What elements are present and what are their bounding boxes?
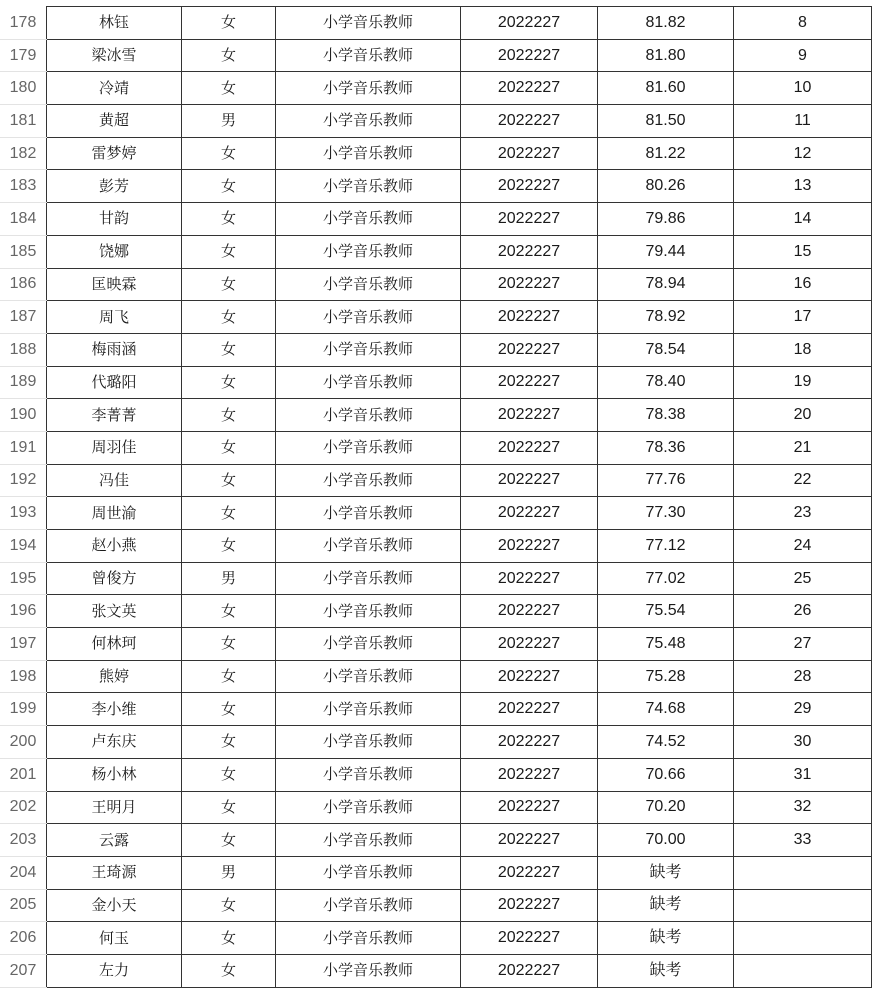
name-cell[interactable]: 代璐阳	[47, 366, 182, 399]
rank-cell[interactable]: 30	[734, 726, 872, 759]
row-number-cell[interactable]: 183	[0, 170, 47, 203]
sex-cell[interactable]: 女	[182, 595, 276, 628]
table-row	[0, 595, 872, 628]
score-cell[interactable]: 78.38	[598, 399, 734, 432]
sex-cell[interactable]: 女	[182, 922, 276, 955]
code-cell[interactable]: 2022227	[461, 399, 598, 432]
name-cell[interactable]: 饶娜	[47, 235, 182, 268]
row-number-cell[interactable]: 198	[0, 660, 47, 693]
position-cell[interactable]: 小学音乐教师	[276, 758, 461, 791]
score-cell[interactable]: 77.76	[598, 464, 734, 497]
score-cell[interactable]: 70.20	[598, 791, 734, 824]
rank-cell[interactable]: 19	[734, 366, 872, 399]
score-cell[interactable]: 78.94	[598, 268, 734, 301]
row-number-cell[interactable]: 191	[0, 431, 47, 464]
sex-cell[interactable]: 女	[182, 693, 276, 726]
score-cell[interactable]: 缺考	[598, 856, 734, 889]
score-cell[interactable]: 缺考	[598, 889, 734, 922]
score-cell[interactable]: 79.86	[598, 203, 734, 236]
table-row	[0, 856, 872, 889]
position-cell[interactable]: 小学音乐教师	[276, 595, 461, 628]
table-row	[0, 628, 872, 661]
code-cell[interactable]: 2022227	[461, 137, 598, 170]
name-cell[interactable]: 左力	[47, 954, 182, 987]
name-cell[interactable]: 何玉	[47, 922, 182, 955]
table-row	[0, 39, 872, 72]
position-cell[interactable]: 小学音乐教师	[276, 203, 461, 236]
score-cell[interactable]: 75.54	[598, 595, 734, 628]
name-cell[interactable]: 张文英	[47, 595, 182, 628]
rank-cell[interactable]: 22	[734, 464, 872, 497]
table-row	[0, 170, 872, 203]
code-cell[interactable]: 2022227	[461, 824, 598, 857]
position-cell[interactable]: 小学音乐教师	[276, 301, 461, 334]
name-cell[interactable]: 周世渝	[47, 497, 182, 530]
position-cell[interactable]: 小学音乐教师	[276, 7, 461, 40]
position-cell[interactable]: 小学音乐教师	[276, 660, 461, 693]
table-row	[0, 399, 872, 432]
rank-cell[interactable]: 14	[734, 203, 872, 236]
sex-cell[interactable]: 女	[182, 431, 276, 464]
table-row	[0, 72, 872, 105]
score-cell[interactable]: 78.40	[598, 366, 734, 399]
row-number-cell[interactable]: 179	[0, 39, 47, 72]
row-number-cell[interactable]: 187	[0, 301, 47, 334]
name-cell[interactable]: 何林珂	[47, 628, 182, 661]
sex-cell[interactable]: 女	[182, 399, 276, 432]
score-cell[interactable]: 75.28	[598, 660, 734, 693]
code-cell[interactable]: 2022227	[461, 726, 598, 759]
score-cell[interactable]: 74.52	[598, 726, 734, 759]
rank-cell[interactable]: 33	[734, 824, 872, 857]
row-number-cell[interactable]: 185	[0, 235, 47, 268]
sex-cell[interactable]: 男	[182, 856, 276, 889]
score-cell[interactable]: 80.26	[598, 170, 734, 203]
score-cell[interactable]: 81.22	[598, 137, 734, 170]
table-row	[0, 7, 872, 40]
sex-cell[interactable]: 女	[182, 726, 276, 759]
table-row	[0, 693, 872, 726]
sex-cell[interactable]: 女	[182, 497, 276, 530]
row-number-cell[interactable]: 181	[0, 105, 47, 138]
table-row	[0, 366, 872, 399]
rank-cell[interactable]: 25	[734, 562, 872, 595]
position-cell[interactable]: 小学音乐教师	[276, 235, 461, 268]
sex-cell[interactable]: 女	[182, 628, 276, 661]
table-row	[0, 922, 872, 955]
sex-cell[interactable]: 女	[182, 954, 276, 987]
code-cell[interactable]: 2022227	[461, 268, 598, 301]
score-cell[interactable]: 77.02	[598, 562, 734, 595]
row-number-cell[interactable]: 178	[0, 7, 47, 40]
row-number-cell[interactable]: 207	[0, 954, 47, 987]
code-cell[interactable]: 2022227	[461, 497, 598, 530]
code-cell[interactable]: 2022227	[461, 170, 598, 203]
position-cell[interactable]: 小学音乐教师	[276, 922, 461, 955]
row-number-cell[interactable]: 202	[0, 791, 47, 824]
sex-cell[interactable]: 女	[182, 660, 276, 693]
row-number-cell[interactable]: 199	[0, 693, 47, 726]
rank-cell[interactable]: 27	[734, 628, 872, 661]
rank-cell[interactable]: 8	[734, 7, 872, 40]
row-number-cell[interactable]: 193	[0, 497, 47, 530]
row-number-cell[interactable]: 197	[0, 628, 47, 661]
position-cell[interactable]: 小学音乐教师	[276, 464, 461, 497]
sex-cell[interactable]: 女	[182, 824, 276, 857]
code-cell[interactable]: 2022227	[461, 235, 598, 268]
code-cell[interactable]: 2022227	[461, 595, 598, 628]
sex-cell[interactable]: 女	[182, 72, 276, 105]
score-cell[interactable]: 78.36	[598, 431, 734, 464]
name-cell[interactable]: 曾俊方	[47, 562, 182, 595]
rank-cell[interactable]: 26	[734, 595, 872, 628]
code-cell[interactable]: 2022227	[461, 530, 598, 563]
rank-cell[interactable]: 23	[734, 497, 872, 530]
table-row	[0, 203, 872, 236]
sex-cell[interactable]: 女	[182, 7, 276, 40]
row-number-cell[interactable]: 205	[0, 889, 47, 922]
code-cell[interactable]: 2022227	[461, 791, 598, 824]
table-row	[0, 464, 872, 497]
code-cell[interactable]: 2022227	[461, 431, 598, 464]
rank-cell[interactable]	[734, 889, 872, 922]
sheet-top-edge	[47, 0, 873, 6]
position-cell[interactable]: 小学音乐教师	[276, 530, 461, 563]
position-cell[interactable]: 小学音乐教师	[276, 791, 461, 824]
rank-cell[interactable]: 24	[734, 530, 872, 563]
name-cell[interactable]: 冯佳	[47, 464, 182, 497]
row-number-cell[interactable]: 201	[0, 758, 47, 791]
sex-cell[interactable]: 女	[182, 333, 276, 366]
name-cell[interactable]: 黄超	[47, 105, 182, 138]
position-cell[interactable]: 小学音乐教师	[276, 72, 461, 105]
table-row	[0, 660, 872, 693]
score-cell[interactable]: 78.54	[598, 333, 734, 366]
rank-cell[interactable]: 12	[734, 137, 872, 170]
code-cell[interactable]: 2022227	[461, 203, 598, 236]
code-cell[interactable]: 2022227	[461, 464, 598, 497]
table-row	[0, 105, 872, 138]
name-cell[interactable]: 雷梦婷	[47, 137, 182, 170]
code-cell[interactable]: 2022227	[461, 889, 598, 922]
position-cell[interactable]: 小学音乐教师	[276, 889, 461, 922]
position-cell[interactable]: 小学音乐教师	[276, 137, 461, 170]
sex-cell[interactable]: 女	[182, 301, 276, 334]
position-cell[interactable]: 小学音乐教师	[276, 628, 461, 661]
name-cell[interactable]: 周羽佳	[47, 431, 182, 464]
name-cell[interactable]: 王琦源	[47, 856, 182, 889]
score-cell[interactable]: 81.50	[598, 105, 734, 138]
rank-cell[interactable]: 32	[734, 791, 872, 824]
position-cell[interactable]: 小学音乐教师	[276, 105, 461, 138]
name-cell[interactable]: 冷靖	[47, 72, 182, 105]
position-cell[interactable]: 小学音乐教师	[276, 333, 461, 366]
sex-cell[interactable]: 男	[182, 562, 276, 595]
code-cell[interactable]: 2022227	[461, 628, 598, 661]
sex-cell[interactable]: 女	[182, 889, 276, 922]
table-row	[0, 137, 872, 170]
rank-cell[interactable]	[734, 856, 872, 889]
row-number-cell[interactable]: 196	[0, 595, 47, 628]
row-number-cell[interactable]: 204	[0, 856, 47, 889]
rank-cell[interactable]	[734, 954, 872, 987]
position-cell[interactable]: 小学音乐教师	[276, 856, 461, 889]
position-cell[interactable]: 小学音乐教师	[276, 562, 461, 595]
code-cell[interactable]: 2022227	[461, 7, 598, 40]
sex-cell[interactable]: 女	[182, 366, 276, 399]
code-cell[interactable]: 2022227	[461, 922, 598, 955]
code-cell[interactable]: 2022227	[461, 856, 598, 889]
code-cell[interactable]: 2022227	[461, 366, 598, 399]
rank-cell[interactable]: 13	[734, 170, 872, 203]
sex-cell[interactable]: 男	[182, 105, 276, 138]
score-cell[interactable]: 77.12	[598, 530, 734, 563]
rank-cell[interactable]: 28	[734, 660, 872, 693]
row-number-cell[interactable]: 200	[0, 726, 47, 759]
sex-cell[interactable]: 女	[182, 203, 276, 236]
sex-cell[interactable]: 女	[182, 791, 276, 824]
sex-cell[interactable]: 女	[182, 758, 276, 791]
rank-cell[interactable]: 29	[734, 693, 872, 726]
table-row	[0, 889, 872, 922]
sex-cell[interactable]: 女	[182, 464, 276, 497]
table-row	[0, 431, 872, 464]
position-cell[interactable]: 小学音乐教师	[276, 954, 461, 987]
table-row	[0, 758, 872, 791]
score-cell[interactable]: 70.66	[598, 758, 734, 791]
rank-cell[interactable]: 21	[734, 431, 872, 464]
code-cell[interactable]: 2022227	[461, 562, 598, 595]
code-cell[interactable]: 2022227	[461, 105, 598, 138]
sex-cell[interactable]: 女	[182, 137, 276, 170]
name-cell[interactable]: 金小天	[47, 889, 182, 922]
name-cell[interactable]: 卢东庆	[47, 726, 182, 759]
name-cell[interactable]: 王明月	[47, 791, 182, 824]
name-cell[interactable]: 李菁菁	[47, 399, 182, 432]
table-row	[0, 562, 872, 595]
position-cell[interactable]: 小学音乐教师	[276, 268, 461, 301]
table-row	[0, 530, 872, 563]
score-cell[interactable]: 81.60	[598, 72, 734, 105]
position-cell[interactable]: 小学音乐教师	[276, 39, 461, 72]
results-table-body	[0, 7, 872, 988]
rank-cell[interactable]: 15	[734, 235, 872, 268]
position-cell[interactable]: 小学音乐教师	[276, 431, 461, 464]
score-cell[interactable]: 77.30	[598, 497, 734, 530]
name-cell[interactable]: 匡映霖	[47, 268, 182, 301]
position-cell[interactable]: 小学音乐教师	[276, 824, 461, 857]
rank-cell[interactable]: 17	[734, 301, 872, 334]
rank-cell[interactable]: 10	[734, 72, 872, 105]
sex-cell[interactable]: 女	[182, 39, 276, 72]
code-cell[interactable]: 2022227	[461, 301, 598, 334]
position-cell[interactable]: 小学音乐教师	[276, 170, 461, 203]
code-cell[interactable]: 2022227	[461, 333, 598, 366]
row-number-cell[interactable]: 184	[0, 203, 47, 236]
code-cell[interactable]: 2022227	[461, 660, 598, 693]
score-cell[interactable]: 75.48	[598, 628, 734, 661]
table-row	[0, 333, 872, 366]
score-cell[interactable]: 缺考	[598, 954, 734, 987]
code-cell[interactable]: 2022227	[461, 72, 598, 105]
code-cell[interactable]: 2022227	[461, 758, 598, 791]
sex-cell[interactable]: 女	[182, 268, 276, 301]
position-cell[interactable]: 小学音乐教师	[276, 693, 461, 726]
sex-cell[interactable]: 女	[182, 530, 276, 563]
position-cell[interactable]: 小学音乐教师	[276, 726, 461, 759]
row-number-cell[interactable]: 195	[0, 562, 47, 595]
name-cell[interactable]: 林钰	[47, 7, 182, 40]
position-cell[interactable]: 小学音乐教师	[276, 399, 461, 432]
name-cell[interactable]: 梅雨涵	[47, 333, 182, 366]
table-row	[0, 726, 872, 759]
score-cell[interactable]: 81.80	[598, 39, 734, 72]
name-cell[interactable]: 杨小林	[47, 758, 182, 791]
name-cell[interactable]: 赵小燕	[47, 530, 182, 563]
name-cell[interactable]: 周飞	[47, 301, 182, 334]
table-row	[0, 791, 872, 824]
rank-cell[interactable]: 18	[734, 333, 872, 366]
rank-cell[interactable]: 11	[734, 105, 872, 138]
code-cell[interactable]: 2022227	[461, 39, 598, 72]
row-number-cell[interactable]: 180	[0, 72, 47, 105]
sex-cell[interactable]: 女	[182, 170, 276, 203]
name-cell[interactable]: 甘韵	[47, 203, 182, 236]
row-number-cell[interactable]: 186	[0, 268, 47, 301]
table-row	[0, 824, 872, 857]
score-cell[interactable]: 74.68	[598, 693, 734, 726]
score-cell[interactable]: 70.00	[598, 824, 734, 857]
position-cell[interactable]: 小学音乐教师	[276, 497, 461, 530]
row-number-cell[interactable]: 206	[0, 922, 47, 955]
position-cell[interactable]: 小学音乐教师	[276, 366, 461, 399]
name-cell[interactable]: 梁冰雪	[47, 39, 182, 72]
table-row	[0, 954, 872, 987]
name-cell[interactable]: 李小维	[47, 693, 182, 726]
code-cell[interactable]: 2022227	[461, 693, 598, 726]
rank-cell[interactable]: 9	[734, 39, 872, 72]
rank-cell[interactable]	[734, 922, 872, 955]
score-cell[interactable]: 缺考	[598, 922, 734, 955]
score-cell[interactable]: 79.44	[598, 235, 734, 268]
rank-cell[interactable]: 16	[734, 268, 872, 301]
row-number-cell[interactable]: 190	[0, 399, 47, 432]
row-number-cell[interactable]: 189	[0, 366, 47, 399]
code-cell[interactable]: 2022227	[461, 954, 598, 987]
row-number-cell[interactable]: 192	[0, 464, 47, 497]
name-cell[interactable]: 熊婷	[47, 660, 182, 693]
row-number-cell[interactable]: 203	[0, 824, 47, 857]
name-cell[interactable]: 云露	[47, 824, 182, 857]
table-row	[0, 497, 872, 530]
table-row	[0, 268, 872, 301]
results-table	[0, 6, 872, 988]
row-number-cell[interactable]: 188	[0, 333, 47, 366]
sex-cell[interactable]: 女	[182, 235, 276, 268]
table-row	[0, 301, 872, 334]
score-cell[interactable]: 81.82	[598, 7, 734, 40]
rank-cell[interactable]: 31	[734, 758, 872, 791]
name-cell[interactable]: 彭芳	[47, 170, 182, 203]
row-number-cell[interactable]: 194	[0, 530, 47, 563]
score-cell[interactable]: 78.92	[598, 301, 734, 334]
row-number-cell[interactable]: 182	[0, 137, 47, 170]
rank-cell[interactable]: 20	[734, 399, 872, 432]
table-row	[0, 235, 872, 268]
